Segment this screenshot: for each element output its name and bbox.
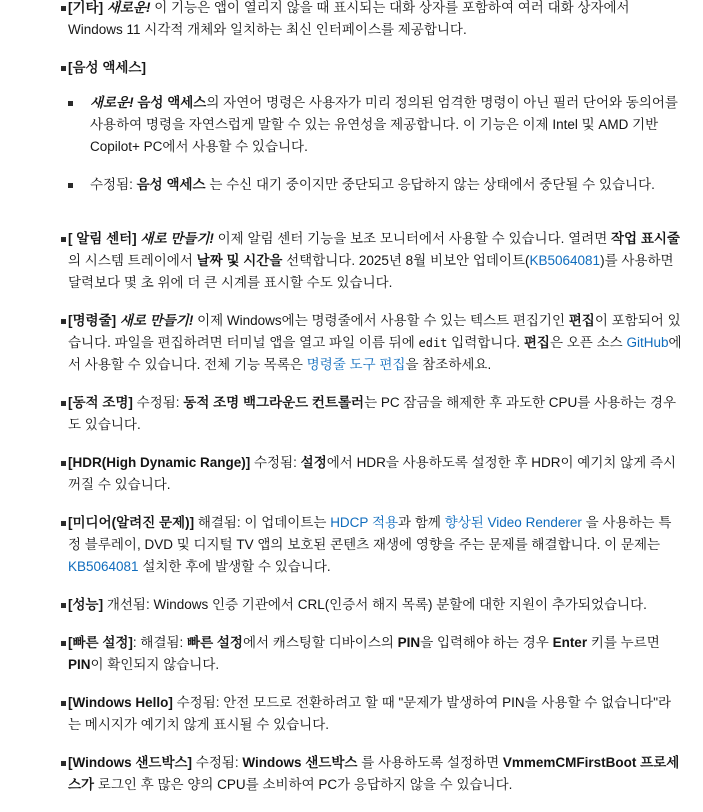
text: 을 참조하세요.: [405, 357, 492, 372]
bold-text: 빠른 설정: [187, 635, 243, 650]
bold-text: 음성 액세스: [137, 95, 207, 110]
badge-text: 새로 만들기!: [119, 313, 194, 328]
sub-list-item: [90, 174, 684, 196]
text: 를 사용하도록 설정하면: [357, 755, 503, 770]
list-item: [68, 228, 684, 294]
bold-text: [명령줄]: [68, 313, 120, 328]
bold-text: Windows 샌드박스: [242, 755, 358, 770]
text: 에서 사용할 수 있습니다. 전체 기능 목록은: [68, 335, 682, 372]
text: 이 포함되어 있습니다. 파일을 편집하려면 터미널 앱을 열고 파일 이름 뒤에: [68, 313, 681, 350]
link[interactable]: KB5064081: [529, 253, 601, 268]
link[interactable]: 향상된 Video Renderer: [444, 515, 582, 530]
text: 의 자연어 명령은 사용자가 미리 정의된 엄격한 명령이 아닌 필러 단어와 동의어를 사용하여 명령을 자연스럽게 말할 수 있는 유연성을 제공합니다. 이 기능은 이제 Intel 및 AMD 기반 Copilot+ PC에서 사용할 수 있습니다.: [90, 95, 678, 154]
sub-list-item: [90, 92, 684, 158]
bold-text: [Windows Hello]: [68, 695, 173, 710]
bold-text: [Windows 샌드박스]: [68, 755, 193, 770]
list-item: [68, 0, 684, 41]
text: 입력합니다.: [447, 335, 524, 350]
text: 을 입력해야 하는 경우: [420, 635, 553, 650]
list-item: [68, 512, 684, 578]
bold-text: [ 알림 센터]: [68, 231, 141, 246]
text: 이 기능은 앱이 열리지 않을 때 표시되는 대화 상자를 포함하여 여러 대화 상자에서 Windows 11 시각적 개체와 일치하는 최신 인터페이스를 제공합니다.: [68, 0, 630, 37]
text: 에서 HDR을 사용하도록 설정한 후 HDR이 예기치 않게 즉시 꺼질 수 있습니다.: [68, 455, 677, 492]
list-item: [68, 594, 684, 616]
text: 은 오픈 소스: [549, 335, 627, 350]
badge-text: 새로운!: [90, 95, 134, 110]
bold-text: [음성 액세스]: [68, 60, 146, 75]
bold-text: [HDR(High Dynamic Range)]: [68, 455, 251, 470]
text: 의 시스템 트레이에서: [68, 253, 197, 268]
text: 수정됨:: [132, 395, 184, 410]
text: 키를 누르면: [587, 635, 660, 650]
sub-list: [90, 92, 684, 196]
text: 개선됨: Windows 인증 기관에서 CRL(인증서 해지 목록) 분할에 대한 지원이 추가되었습니다.: [103, 597, 647, 612]
list-item: [68, 392, 684, 436]
bold-text: [미디어(알려진 문제)]: [68, 515, 195, 530]
text: 이 확인되지 않습니다.: [90, 657, 220, 672]
text: 수정됨: 안전 모드로 전환하려고 할 때 "문제가 발생하여 PIN을 사용할 수 없습니다"라는 메시지가 예기치 않게 표시될 수 있습니다.: [68, 695, 672, 732]
bold-text: [기타]: [68, 0, 107, 15]
text: 는 PC 잠금을 해제한 후 과도한 CPU를 사용하는 경우도 있습니다.: [68, 395, 677, 432]
text: 선택합니다. 2025년 8월 비보안 업데이트(: [282, 253, 530, 268]
badge-text: 새로운!: [106, 0, 151, 15]
bold-text: 날짜 및 시간을: [196, 253, 283, 268]
list-item: [68, 57, 684, 196]
bold-text: PIN: [397, 635, 421, 650]
text: 을 사용하는 특정 블루레이, DVD 및 디지털 TV 앱의 보호된 콘텐츠 재생에 영향을 주는 문제를 해결합니다. 이 문제는: [68, 515, 672, 552]
text: : 해결됨:: [132, 635, 188, 650]
list-item: [68, 752, 684, 796]
text: 는 수신 대기 중이지만 중단되고 응답하지 않는 상태에서 중단될 수 있습니다.: [205, 177, 655, 192]
link[interactable]: GitHub: [626, 335, 669, 350]
text: 과 함께: [398, 515, 445, 530]
bold-text: 작업 표시줄: [611, 231, 680, 246]
bold-text: [동적 조명]: [68, 395, 133, 410]
text: 설치한 후에 발생할 수 있습니다.: [138, 559, 331, 574]
bold-text: [성능]: [68, 597, 104, 612]
list-item: [68, 692, 684, 736]
list-item: [68, 452, 684, 496]
list-item: [68, 310, 684, 376]
bold-text: 음성 액세스: [136, 177, 206, 192]
bold-text: PIN: [68, 657, 91, 672]
text: )를 사용하면 달력보다 몇 초 위에 더 큰 시계를 표시할 수도 있습니다.: [68, 253, 674, 290]
release-notes-list: [68, 0, 684, 812]
bold-text: VmmemCMFirstBoot 프로세스가: [68, 755, 680, 792]
text: 로그인 후 많은 양의 CPU를 소비하여 PC가 응답하지 않을 수 있습니다.: [94, 777, 513, 792]
text: 이제 Windows에는 명령줄에서 사용할 수 있는 텍스트 편집기인: [193, 313, 569, 328]
badge-text: 새로 만들기!: [140, 231, 214, 246]
bold-text: [빠른 설정]: [68, 635, 133, 650]
list-item: [68, 632, 684, 676]
inline-code: edit: [418, 336, 448, 350]
link[interactable]: 명령줄 도구 편집: [306, 357, 406, 372]
text: 수정됨:: [192, 755, 243, 770]
text: 해결됨: 이 업데이트는: [194, 515, 331, 530]
bold-text: 편집: [523, 335, 550, 350]
text: 이제 알림 센터 기능을 보조 모니터에서 사용할 수 있습니다. 열려면: [213, 231, 611, 246]
link[interactable]: KB5064081: [68, 559, 139, 574]
link[interactable]: HDCP 적용: [330, 515, 399, 530]
bold-text: 편집: [568, 313, 595, 328]
bold-text: 설정: [300, 455, 327, 470]
bold-text: 동적 조명 백그라운드 컨트롤러: [183, 395, 365, 410]
text: 에서 캐스팅할 디바이스의: [242, 635, 398, 650]
text: 수정됨:: [250, 455, 301, 470]
text: 수정됨:: [90, 177, 137, 192]
bold-text: Enter: [552, 635, 588, 650]
